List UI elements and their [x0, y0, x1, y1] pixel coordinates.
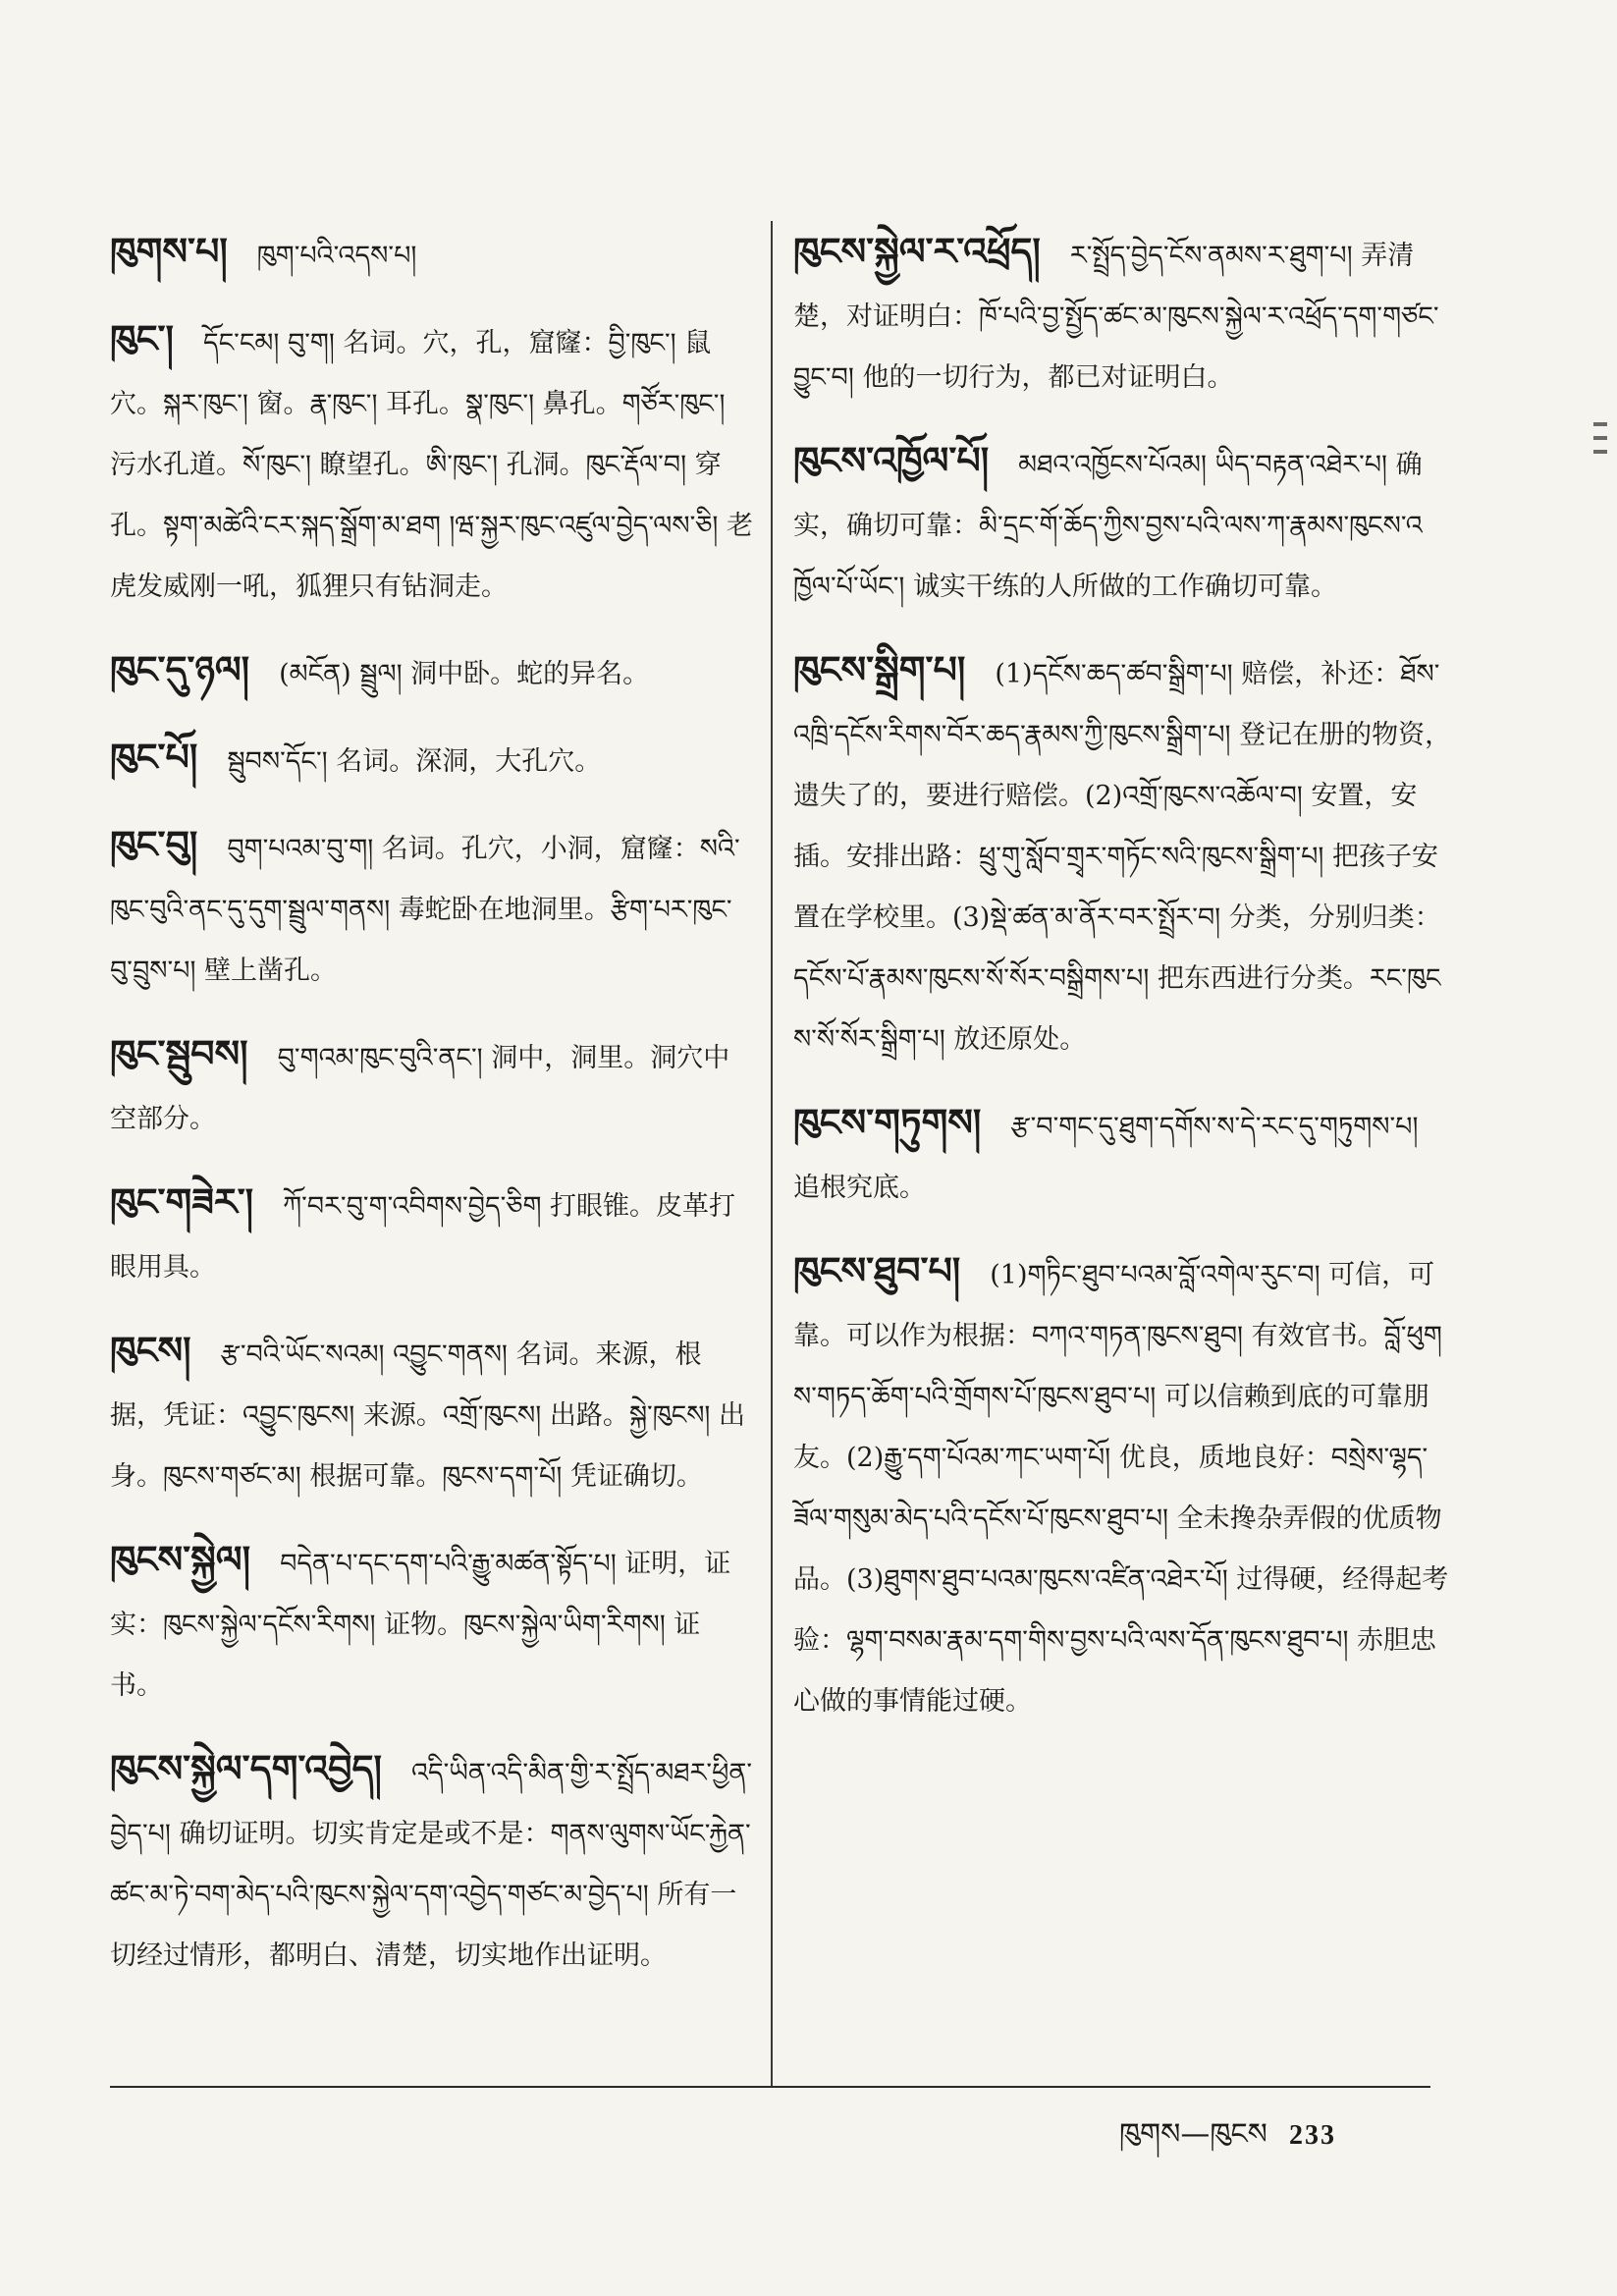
entry-text: བདེན་པ་དང་དག་པའི་རྒྱུ་མཚན་སྟོད་པ། 证明，证实：ཁུངས་སྐྱེལ་དངོས་རིགས། 证物。ཁུངས་སྐྱེལ་ཡིག་རིགས། 证书。: [110, 1549, 731, 1701]
margin-mark: [1593, 436, 1607, 440]
entry-text: རྩ་བ་གང་དུ་ཐུག་དགོས་ས་དེ་རང་དུ་གཏུགས་པ། 追根究底。: [793, 1112, 1419, 1203]
dictionary-entry: [793, 1092, 1453, 1219]
entry-headword: ཁུང་བུ།: [110, 823, 198, 866]
entry-text: ཁུག་པའི་འདས་པ།: [256, 241, 417, 271]
dictionary-entry: [110, 1023, 753, 1150]
entry-headword: ཁུངས་སྐྱེལ་ར་འཕྲོད།: [793, 230, 1041, 273]
entry-headword: ཁུངས་ཐུབ་པ།: [793, 1249, 961, 1292]
entry-headword: ཁུང་གཟེར་།: [110, 1180, 254, 1224]
entry-headword: ཁུངས་སྐྱེལ།: [110, 1538, 251, 1581]
entry-headword: ཁུང་དུ་ཉལ།: [110, 648, 250, 691]
entry-headword: ཁུང་།: [110, 317, 174, 360]
entry-text: སྦུབས་དོང་། 名词。深洞，大孔穴。: [227, 746, 602, 777]
entry-headword: ཁུང་སྦུབས།: [110, 1032, 248, 1075]
margin-mark: [1593, 450, 1607, 454]
entry-text: བུ་གའམ་ཁུང་བུའི་ནང་། 洞中，洞里。洞穴中空部分。: [110, 1043, 730, 1134]
right-column: [793, 221, 1453, 1754]
entry-text: (1)དངོས་ཆད་ཚབ་སྒྲིག་པ། 赔偿，补还：ཐོས་འཁྲི་དངོས་རིགས་བོར་ཆད་རྣམས་ཀྱི་ཁུངས་སྒྲིག་པ། 登记在册的物资，遗失了的，要进行赔偿。(2)འགྲོ་ཁུངས་འཆོལ་བ། 安置，安插。安排出路：ཕྲུ་གུ་སློབ་གྲྭར་གཏོང་སའི་ཁུངས་སྒྲིག་པ། 把孩子安置在学校里。(3)སྡེ་ཚན་མ་ནོར་བར་སྤྲོར་བ། 分类，分别归类：དངོས་པོ་རྣམས་ཁུངས་སོ་སོར་བསྒྲིགས་པ། 把东西进行分类。རང་ཁུངས་སོ་སོར་སྒྲིག་པ། 放还原处。: [793, 659, 1452, 1055]
left-column: [110, 221, 753, 2008]
entry-headword: ཁུངས།: [110, 1329, 191, 1372]
entry-text: ཀོ་བར་བུ་ག་འབིགས་བྱེད་ཅིག 打眼锥。皮革打眼用具。: [110, 1191, 736, 1283]
dictionary-entry: [110, 814, 753, 1002]
margin-marks: [1593, 412, 1611, 464]
entry-text: བུག་པའམ་བུ་ག། 名词。孔穴，小洞，窟窿：སའི་ཁུང་བུའི་ནང་དུ་དུག་སྦྲུལ་གནས། 毒蛇卧在地洞里。རྩིག་པར་ཁུང་བུ་བྲུས་པ། 壁上凿孔。: [110, 834, 740, 986]
dictionary-entry: [110, 221, 753, 287]
dictionary-entry: [793, 221, 1453, 409]
entry-headword: ཁུང་པོ།: [110, 736, 198, 779]
entry-headword: ཁུངས་སྐྱེལ་དག་འབྱེད།: [110, 1747, 382, 1790]
entry-headword: ཁུངས་འཁྱོལ་པོ།: [793, 439, 990, 482]
dictionary-entry: [793, 430, 1453, 618]
dictionary-entry: [110, 727, 753, 793]
entry-text: འདི་ཡིན་འདི་མིན་གྱི་ར་སྤྲོད་མཐར་ཕྱིན་བྱེད་པ། 确切证明。切实肯定是或不是：གནས་ལུགས་ཡོང་རྐྱེན་ཚང་མ་ཏེ་བག་མེད་པའི་ཁུངས་སྐྱེལ་དག་འབྱེད་གཙང་མ་བྱེད་པ། 所有一切经过情形，都明白、清楚，切实地作出证明。: [110, 1758, 753, 1971]
entry-text: (མངོན) སྦྲུལ། 洞中卧。蛇的异名。: [279, 659, 650, 689]
entry-text: རྩ་བའི་ཡོང་སའམ། འབྱུང་གནས། 名词。来源，根据，凭证：འབྱུང་ཁུངས། 来源。འགྲོ་ཁུངས། 出路。སྐྱེ་ཁུངས། 出身。ཁུངས་གཙང་མ། 根据可靠。ཁུངས་དག་པོ། 凭证确切。: [110, 1339, 745, 1492]
entry-text: (1)གཏིང་ཐུབ་པའམ་བློ་འགེལ་རུང་བ། 可信，可靠。可以作为根据：བཀའ་གཏན་ཁུངས་ཐུབ། 有效官书。བློ་ཕུགས་གཏད་ཆོག་པའི་གྲོགས་པོ་ཁུངས་ཐུབ་པ། 可以信赖到底的可靠朋友。(2)རྒྱུ་དག་པོའམ་ཀང་ཡག་པོ། 优良，质地良好：བསྲེས་ལྷད་ཟོལ་གསུམ་མེད་པའི་དངོས་པོ་ཁུངས་ཐུབ་པ། 全未搀杂弄假的优质物品。(3)ཐུགས་ཐུབ་པའམ་ཁུངས་འཛིན་འཐེར་པོ། 过得硬，经得起考验：ལྷག་བསམ་རྣམ་དག་གིས་བྱས་པའི་ལས་དོན་ཁུངས་ཐུབ་པ། 赤胆忠心做的事情能过硬。: [793, 1260, 1449, 1717]
dictionary-entry: [110, 1738, 753, 1987]
entry-text: དོང་ངམ། བུ་ག། 名词。穴，孔，窟窿：བྱི་ཁུང་། 鼠穴。སྐར་ཁུང་། 窗。རྣ་ཁུང་། 耳孔。སྣ་ཁུང་། 鼻孔。གཙོར་ཁུང་། 污水孔道。སོ་ཁུང་། 瞭望孔。ཨི་ཁུང་། 孔洞。ཁུང་རྡོལ་བ། 穿孔。སྟག་མཚེའི་ངར་སྐད་སྒྲོག་མ་ཐག །ཝ་སྐྱར་ཁུང་འཛུལ་བྱེད་ལས་ཅི། 老虎发威刚一吼，狐狸只有钻洞走。: [110, 328, 753, 602]
dictionary-entry: [110, 308, 753, 618]
dictionary-entry: [793, 1240, 1453, 1732]
page-footer: [1119, 2102, 1336, 2184]
column-divider: [771, 221, 773, 2087]
footer-rule: [110, 2086, 1430, 2088]
dictionary-entry: [793, 639, 1453, 1070]
entry-headword: ཁུགས་པ།: [110, 230, 228, 273]
entry-headword: ཁུངས་སྒྲིག་པ།: [793, 648, 966, 691]
entry-headword: ཁུངས་གཏུགས།: [793, 1101, 982, 1144]
dictionary-entry: [110, 1320, 753, 1507]
dictionary-entry: [110, 1529, 753, 1717]
dictionary-entry: [110, 639, 753, 705]
entry-text: མཐའ་འཁྱོངས་པོའམ། ཡིད་བརྟན་འཐེར་པ། 确实，确切可靠：མི་དྲང་གོ་ཆོད་ཀྱིས་བྱས་པའི་ལས་ཀ་རྣམས་ཁུངས་འཁྱོལ་པོ་ཡོང་། 诚实干练的人所做的工作确切可靠。: [793, 450, 1423, 602]
margin-mark: [1593, 422, 1607, 426]
dictionary-entry: [110, 1172, 753, 1298]
running-guide-words: ཁུགས—ཁུངས: [1119, 2117, 1267, 2152]
entry-text: ར་སྤྲོད་བྱེད་ངོས་ནམས་ར་ཐུག་པ། 弄清楚，对证明白：ཁོ་པའི་བྱ་སྤྱོད་ཚང་མ་ཁུངས་སྐྱེལ་ར་འཕྲོད་དག་གཙང་བྱུང་བ། 他的一切行为，都已对证明白。: [793, 241, 1439, 393]
page-number: 233: [1288, 2120, 1336, 2151]
